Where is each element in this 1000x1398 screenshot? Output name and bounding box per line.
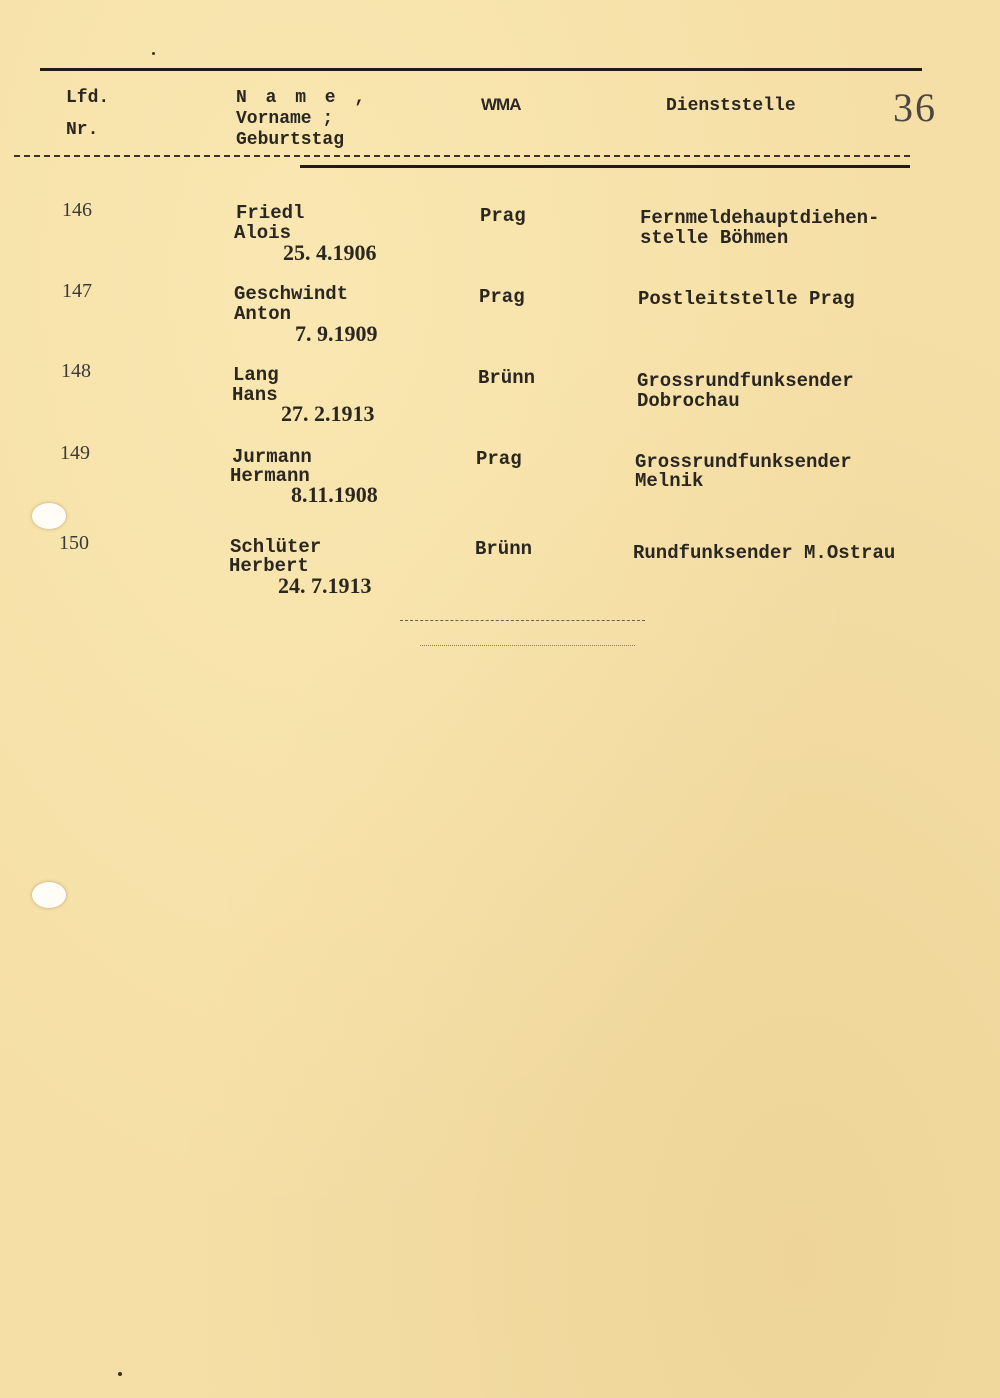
row-first-name: Herbert: [229, 555, 309, 577]
row-wma: Brünn: [478, 367, 536, 389]
row-dienststelle-line1: Fernmeldehauptdiehen-: [640, 207, 880, 229]
ink-speck: [152, 52, 155, 55]
row-surname: Friedl: [236, 202, 305, 224]
ink-speck: [118, 1372, 122, 1376]
header-bottom-rule: [300, 165, 910, 168]
header-nr: Nr.: [66, 120, 99, 140]
row-number: 150: [59, 532, 89, 554]
row-wma: Brünn: [475, 538, 533, 560]
end-dashed-rule: [400, 620, 645, 621]
header-geburtstag: Geburtstag: [236, 130, 345, 150]
row-first-name: Alois: [234, 222, 292, 244]
row-dienststelle-line1: Postleitstelle Prag: [638, 288, 855, 310]
row-birthdate: 27. 2.1913: [281, 401, 375, 426]
row-dienststelle-line2: Melnik: [635, 470, 704, 492]
header-dienststelle: Dienststelle: [666, 96, 796, 116]
row-number: 148: [61, 360, 91, 382]
row-dienststelle-line2: stelle Böhmen: [640, 227, 789, 249]
row-birthdate: 24. 7.1913: [278, 573, 372, 598]
header-dashed-rule: [14, 155, 910, 157]
row-dienststelle-line1: Grossrundfunksender: [635, 451, 852, 473]
header-vorname: Vorname ;: [236, 109, 334, 129]
row-surname: Geschwindt: [234, 283, 349, 305]
row-wma: Prag: [479, 286, 525, 308]
row-first-name: Hans: [232, 384, 278, 406]
row-wma: Prag: [476, 448, 522, 470]
row-number: 147: [62, 280, 92, 302]
row-dienststelle-line2: Dobrochau: [637, 390, 740, 412]
end-dotted-rule: [420, 645, 635, 646]
row-birthdate: 25. 4.1906: [283, 240, 377, 265]
header-name: N a m e ,: [236, 88, 370, 108]
row-dienststelle-line1: Rundfunksender M.Ostrau: [633, 542, 896, 564]
row-birthdate: 7. 9.1909: [295, 321, 378, 346]
header-top-rule: [40, 68, 922, 71]
row-wma: Prag: [480, 205, 526, 227]
punch-hole: [32, 882, 66, 908]
row-surname: Jurmann: [232, 446, 312, 468]
row-surname: Lang: [233, 364, 279, 386]
row-first-name: Anton: [234, 303, 292, 325]
header-wma: WMA: [481, 95, 521, 114]
page-number: 36: [893, 85, 937, 130]
row-dienststelle-line1: Grossrundfunksender: [637, 370, 854, 392]
row-number: 146: [62, 199, 92, 221]
header-lfd: Lfd.: [66, 88, 110, 108]
row-first-name: Hermann: [230, 465, 310, 487]
row-surname: Schlüter: [230, 536, 322, 558]
row-number: 149: [60, 442, 90, 464]
row-birthdate: 8.11.1908: [291, 482, 378, 507]
punch-hole: [32, 503, 66, 529]
